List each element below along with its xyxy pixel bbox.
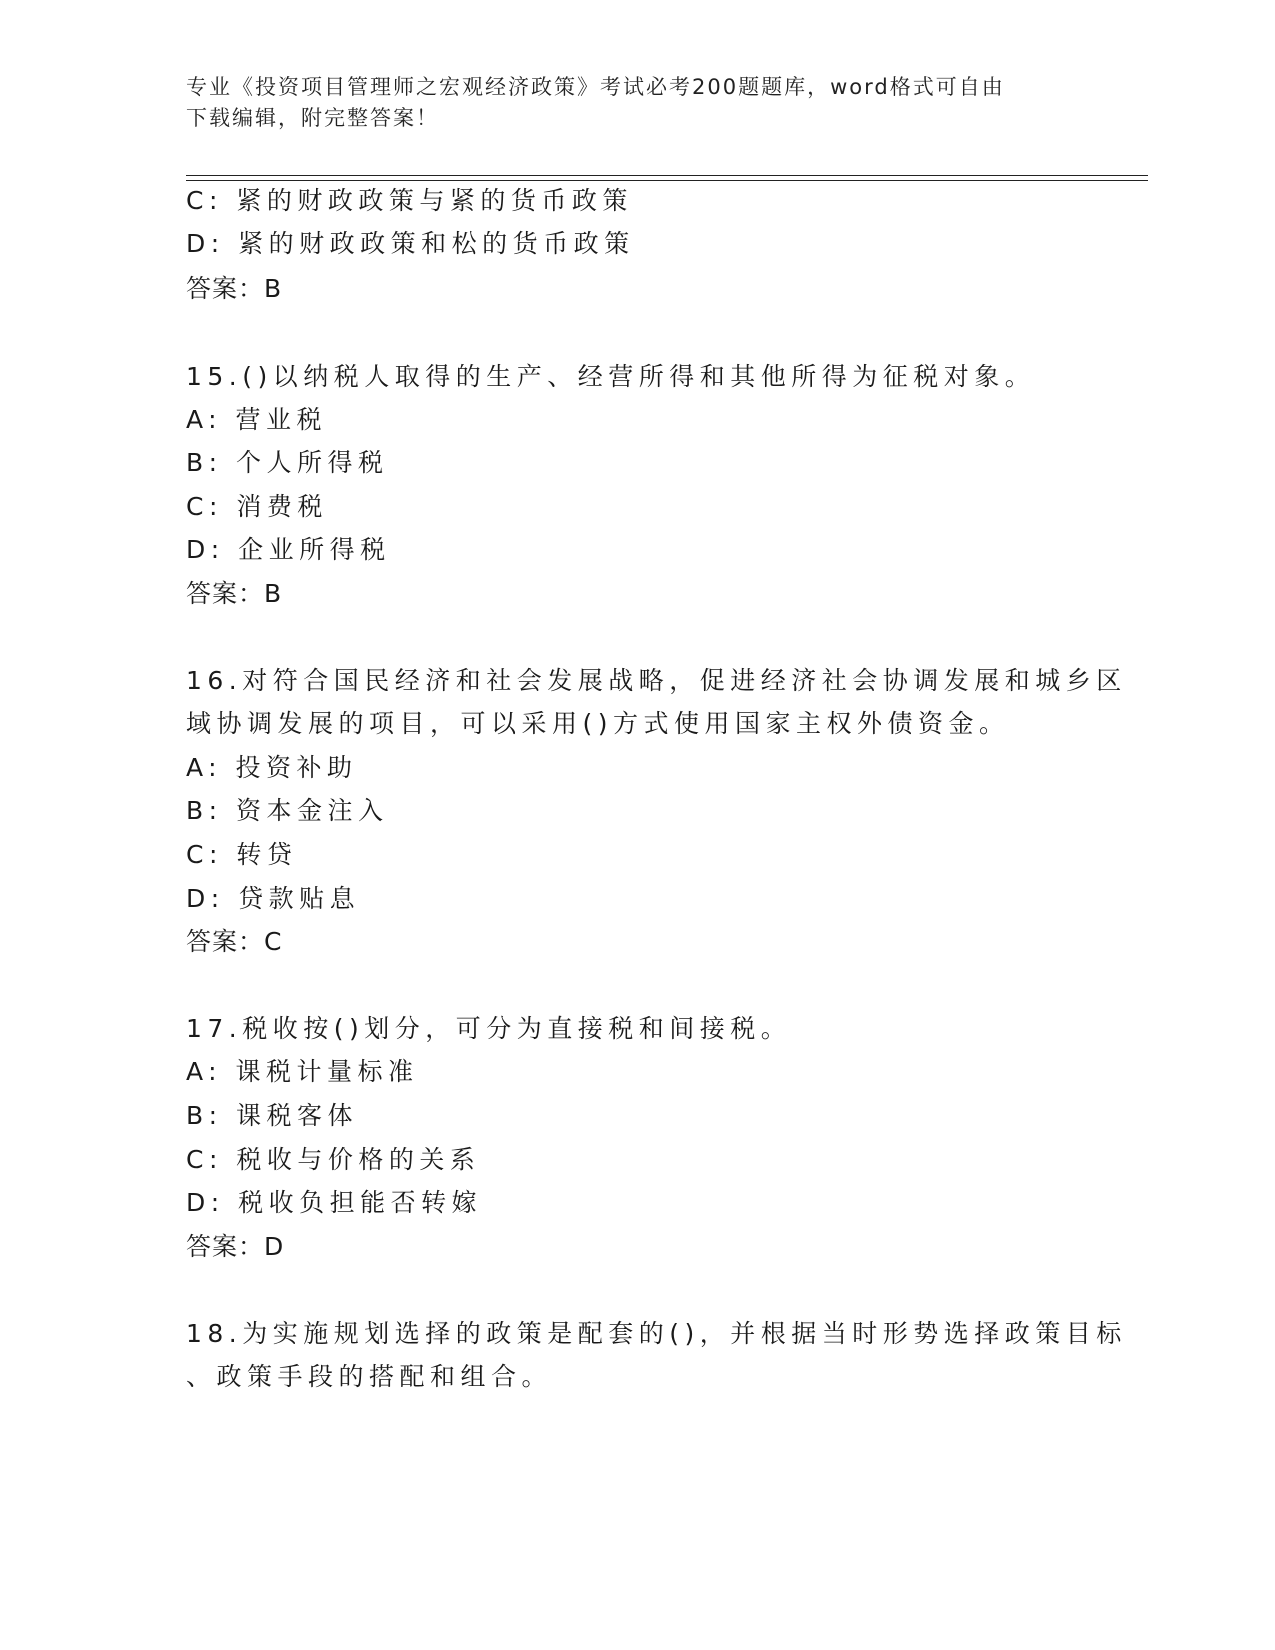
question-17-answer — [186, 1232, 283, 1262]
question-16-stem-line-1: 16.对符合国民经济和社会发展战略，促进经济社会协调发展和城乡区 — [186, 666, 1127, 695]
question-15-option-c: C: 消费税 — [186, 492, 328, 521]
question-15-answer — [186, 579, 281, 609]
question-18-stem-line-1: 18.为实施规划选择的政策是配套的()，并根据当时形势选择政策目标 — [186, 1319, 1127, 1348]
question-17-option-b: B: 课税客体 — [186, 1101, 359, 1130]
prev-answer — [186, 274, 281, 304]
header-line-1: 专业《投资项目管理师之宏观经济政策》考试必考200题题库，word格式可自由 — [186, 75, 1005, 99]
header-divider-top — [186, 175, 1148, 176]
question-15-stem: 15.()以纳税人取得的生产、经营所得和其他所得为征税对象。 — [186, 362, 1036, 391]
header-line-2: 下载编辑，附完整答案！ — [186, 106, 439, 130]
question-16-option-c: C: 转贷 — [186, 840, 298, 869]
question-16-stem-line-2: 域协调发展的项目，可以采用()方式使用国家主权外债资金。 — [186, 709, 1010, 738]
answer-label: 答案： — [186, 274, 265, 303]
answer-value: C — [264, 927, 282, 956]
question-18-stem-line-2: 、政策手段的搭配和组合。 — [186, 1362, 553, 1391]
header-divider-bottom — [186, 180, 1148, 181]
question-16-option-d: D: 贷款贴息 — [186, 884, 361, 913]
question-15-option-b: B: 个人所得税 — [186, 448, 389, 477]
question-17-option-d: D: 税收负担能否转嫁 — [186, 1188, 483, 1217]
question-16-option-b: B: 资本金注入 — [186, 796, 389, 825]
question-16-option-a: A: 投资补助 — [186, 753, 358, 782]
answer-label: 答案： — [186, 1232, 265, 1261]
question-15-option-d: D: 企业所得税 — [186, 535, 391, 564]
answer-value: D — [264, 1232, 284, 1261]
question-15-option-a: A: 营业税 — [186, 405, 328, 434]
answer-label: 答案： — [186, 579, 265, 608]
question-16-answer — [186, 927, 281, 957]
question-17-option-c: C: 税收与价格的关系 — [186, 1145, 481, 1174]
prev-option-d: D: 紧的财政政策和松的货币政策 — [186, 229, 635, 258]
question-17-stem: 17.税收按()划分，可分为直接税和间接税。 — [186, 1014, 792, 1043]
answer-value: B — [264, 274, 282, 303]
answer-value: B — [264, 579, 282, 608]
document-header — [186, 72, 1086, 134]
answer-label: 答案： — [186, 927, 265, 956]
question-17-option-a: A: 课税计量标准 — [186, 1057, 419, 1086]
prev-option-c: C: 紧的财政政策与紧的货币政策 — [186, 186, 633, 215]
